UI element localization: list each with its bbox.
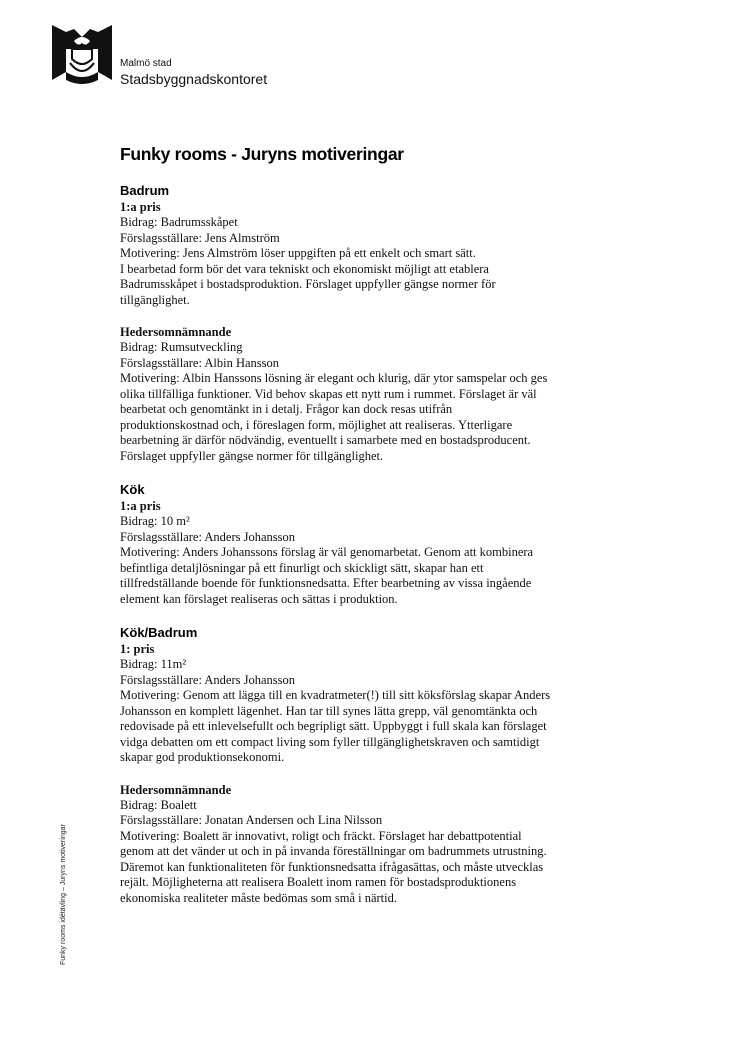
text-line: redovisade på ett inlevelsefullt och begripligt sätt. Uppbyggt i full skala kan förslaget bbox=[120, 719, 547, 733]
text-line: Förslaget uppfyller gängse normer för tillgänglighet. bbox=[120, 448, 384, 463]
text-line: Bidrag: 10 m² bbox=[120, 514, 190, 528]
award-heading: Hedersomnämnande bbox=[120, 325, 232, 339]
text-line: Förslagsställare: Anders Johansson bbox=[120, 529, 295, 544]
text-line: Förslagsställare: Anders Johansson bbox=[120, 672, 295, 687]
text-line: olika tillfälliga funktioner. Vid behov skapas ett nytt rum i rummet. Förslaget är väl bbox=[120, 386, 537, 401]
section-title: Badrum bbox=[120, 183, 170, 198]
org-name-small: Malmö stad bbox=[120, 58, 172, 69]
section bbox=[120, 624, 600, 766]
text-line: ekonomiska realiteter måste bedömas som små i närtid. bbox=[120, 890, 398, 905]
document-body bbox=[120, 182, 600, 923]
text-line: Förslagsställare: Jonatan Andersen och Lina Nilsson bbox=[120, 813, 383, 827]
text-line: vidga debatten om ett compact living som fyller tillgänglighetskraven och samtidigt bbox=[120, 734, 540, 749]
section bbox=[120, 783, 600, 907]
award-heading: 1:a pris bbox=[120, 499, 161, 513]
text-line: tillfredställande boende för funktionsnedsatta. Efter bearbetning av vissa ingående bbox=[120, 576, 532, 590]
text-line: Bidrag: Rumsutveckling bbox=[120, 340, 243, 354]
text-line: bearbetning är därför nödvändig, eventuellt i samarbete med en bostadsproducent. bbox=[120, 433, 531, 447]
text-line: produktionskostnad och, i föreslagen form, möjlighet att realiseras. Ytterligare bbox=[120, 417, 513, 432]
award-heading: 1: pris bbox=[120, 642, 155, 656]
section bbox=[120, 325, 600, 464]
text-line: Motivering: Albin Hanssons lösning är elegant och klurig, där ytor samspelar och ges bbox=[120, 371, 548, 385]
text-line: I bearbetad form bör det vara tekniskt och ekonomiskt möjligt att etablera bbox=[120, 261, 489, 276]
document-title: Funky rooms - Juryns motiveringar bbox=[120, 144, 404, 164]
text-line: Motivering: Anders Johanssons förslag är väl genomarbetat. Genom att kombinera bbox=[120, 545, 534, 559]
section-title: Kök/Badrum bbox=[120, 625, 198, 640]
section-title: Kök bbox=[120, 482, 145, 497]
award-heading: Hedersomnämnande bbox=[120, 782, 232, 797]
text-line: Bidrag: Boalett bbox=[120, 797, 197, 812]
text-line: rejält. Möjligheterna att realisera Boalett inom ramen för bostadsproduktionens bbox=[120, 875, 517, 889]
text-line: Bidrag: Badrumsskåpet bbox=[120, 215, 238, 229]
text-line: element kan förslaget realiseras och sättas i produktion. bbox=[120, 591, 398, 606]
section bbox=[120, 182, 600, 308]
text-line: skapar god produktionsekonomi. bbox=[120, 750, 285, 764]
text-line: Motivering: Boalett är innovativt, roligt och fräckt. Förslaget har debattpotential bbox=[120, 828, 522, 843]
text-line: tillgänglighet. bbox=[120, 292, 190, 307]
text-line: Badrumsskåpet i bostadsproduktion. Förslaget uppfyller gängse normer för bbox=[120, 277, 496, 291]
text-line: Däremot kan funktionaliteten för funktionsnedsatta ifrågasättas, och måste utvecklas bbox=[120, 859, 544, 874]
malmo-stad-logo bbox=[52, 25, 112, 87]
text-line: bearbetat och genomtänkt in i detalj. Frågor kan dock resas utifrån bbox=[120, 402, 453, 416]
text-line: Johansson en komplett lägenhet. Han tar till synes lätta grepp, väl genomtänkta och bbox=[120, 703, 538, 718]
text-line: Motivering: Jens Almström löser uppgiften på ett enkelt och smart sätt. bbox=[120, 246, 476, 260]
org-department: Stadsbyggnadskontoret bbox=[120, 71, 268, 87]
text-line: Förslagsställare: Albin Hansson bbox=[120, 355, 280, 370]
text-line: Motivering: Genom att lägga till en kvadratmeter(!) till sitt köksförslag skapar Anders bbox=[120, 688, 551, 702]
section bbox=[120, 481, 600, 607]
side-footer-text: Funky rooms idétävling – Juryns motiveringar bbox=[60, 824, 67, 965]
award-heading: 1:a pris bbox=[120, 200, 161, 214]
text-line: genom att det vänder ut och in på invanda föreställningar om badrummets utrustning. bbox=[120, 844, 547, 858]
text-line: Förslagsställare: Jens Almström bbox=[120, 230, 280, 245]
text-line: befintliga detaljlösningar på ett finurligt och skickligt sätt, skapar han ett bbox=[120, 560, 484, 575]
text-line: Bidrag: 11m² bbox=[120, 657, 187, 671]
